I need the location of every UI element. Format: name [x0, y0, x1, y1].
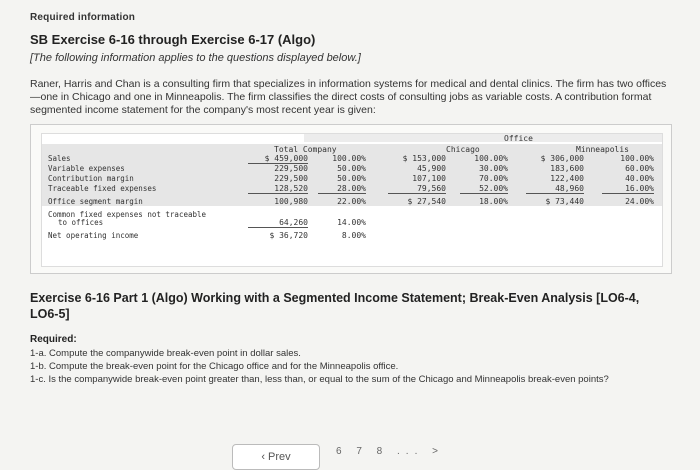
chevron-left-icon: ‹	[261, 451, 265, 463]
minneapolis-traceable-pct: 16.00%	[625, 184, 654, 193]
chicago-traceable: 79,560	[417, 184, 446, 193]
chicago-cm-pct: 70.00%	[479, 174, 508, 183]
row-label-common-fixed-cont: to offices	[58, 218, 104, 227]
income-statement-table	[41, 133, 663, 267]
chicago-segment-margin-pct: 18.00%	[479, 197, 508, 206]
total-sales-pct: 100.00%	[332, 154, 366, 163]
total-segment-margin-pct: 22.00%	[337, 197, 366, 206]
minneapolis-sales-pct: 100.00%	[620, 154, 654, 163]
row-label-net-operating-income: Net operating income	[48, 231, 139, 240]
prev-button-label: Prev	[268, 451, 291, 463]
col-header-minneapolis: Minneapolis	[576, 145, 629, 154]
total-net-operating-income-pct: 8.00%	[341, 231, 366, 240]
chicago-segment-margin: $ 27,540	[407, 197, 446, 206]
requirement-1c: 1-c. Is the companywide break-even point greater than, less than, or equal to the sum of the Chicago and Minneapolis break-even points?	[30, 374, 609, 385]
minneapolis-cm: 122,400	[550, 174, 584, 183]
page-navigator[interactable]: 6 7 8 ... >	[336, 446, 444, 457]
underline-total-sales	[248, 163, 308, 164]
chicago-variable: 45,900	[417, 164, 446, 173]
row-label-common-fixed: Common fixed expenses not traceable	[48, 210, 207, 219]
minneapolis-traceable: 48,960	[555, 184, 584, 193]
underline-minneapolis-pct	[602, 193, 654, 194]
total-cm: 229,500	[274, 174, 308, 183]
total-net-operating-income: $ 36,720	[269, 231, 308, 240]
chicago-variable-pct: 30.00%	[479, 164, 508, 173]
underline-chicago-traceable	[388, 193, 446, 194]
minneapolis-segment-margin: $ 73,440	[545, 197, 584, 206]
underline-total-pct	[318, 193, 366, 194]
underline-minneapolis-traceable	[526, 193, 584, 194]
total-segment-margin: 100,980	[274, 197, 308, 206]
underline-chicago-pct	[460, 193, 508, 194]
part-title: Exercise 6-16 Part 1 (Algo) Working with a Segmented Income Statement; Break-Even Analysis [LO6-4, LO6-5]	[30, 291, 640, 321]
minneapolis-sales: $ 306,000	[540, 154, 584, 163]
minneapolis-variable: 183,600	[550, 164, 584, 173]
total-sales: $ 459,000	[264, 154, 308, 163]
row-label-sales: Sales	[48, 154, 71, 163]
total-common-fixed-pct: 14.00%	[337, 218, 366, 227]
minneapolis-segment-margin-pct: 24.00%	[625, 197, 654, 206]
total-traceable: 128,520	[274, 184, 308, 193]
chicago-sales-pct: 100.00%	[474, 154, 508, 163]
required-information-header: Required information	[30, 12, 136, 23]
minneapolis-variable-pct: 60.00%	[625, 164, 654, 173]
row-label-traceable-fixed: Traceable fixed expenses	[48, 184, 157, 193]
underline-total-common	[248, 227, 308, 228]
total-cm-pct: 50.00%	[337, 174, 366, 183]
total-common-fixed: 64,260	[279, 218, 308, 227]
required-label: Required:	[30, 334, 77, 345]
intro-paragraph: Raner, Harris and Chan is a consulting firm that specializes in information systems for medical and dental clinics. The firm has two offices—one in Chicago and one in Minneapolis. The firm classifies the direct costs of consulting jobs as variable costs. A contribution format segmented income statement for the company's most recent year is given:	[30, 78, 667, 116]
info-note: [The following information applies to the questions displayed below.]	[30, 52, 361, 64]
row-label-contribution-margin: Contribution margin	[48, 174, 134, 183]
total-variable: 229,500	[274, 164, 308, 173]
chicago-traceable-pct: 52.00%	[479, 184, 508, 193]
underline-total-traceable	[248, 193, 308, 194]
income-statement-panel	[30, 124, 672, 274]
requirement-1b: 1-b. Compute the break-even point for the Chicago office and for the Minneapolis office.	[30, 361, 399, 372]
chicago-cm: 107,100	[412, 174, 446, 183]
minneapolis-cm-pct: 40.00%	[625, 174, 654, 183]
exercise-title: SB Exercise 6-16 through Exercise 6-17 (Algo)	[30, 32, 316, 47]
row-label-segment-margin: Office segment margin	[48, 197, 143, 206]
total-traceable-pct: 28.00%	[337, 184, 366, 193]
requirement-1a: 1-a. Compute the companywide break-even point in dollar sales.	[30, 348, 301, 359]
col-header-total: Total Company	[274, 145, 337, 154]
row-label-variable-expenses: Variable expenses	[48, 164, 125, 173]
prev-button[interactable]	[232, 444, 320, 470]
col-header-chicago: Chicago	[446, 145, 480, 154]
chicago-sales: $ 153,000	[402, 154, 446, 163]
total-variable-pct: 50.00%	[337, 164, 366, 173]
office-header-band	[304, 134, 662, 142]
office-header: Office	[504, 134, 533, 143]
